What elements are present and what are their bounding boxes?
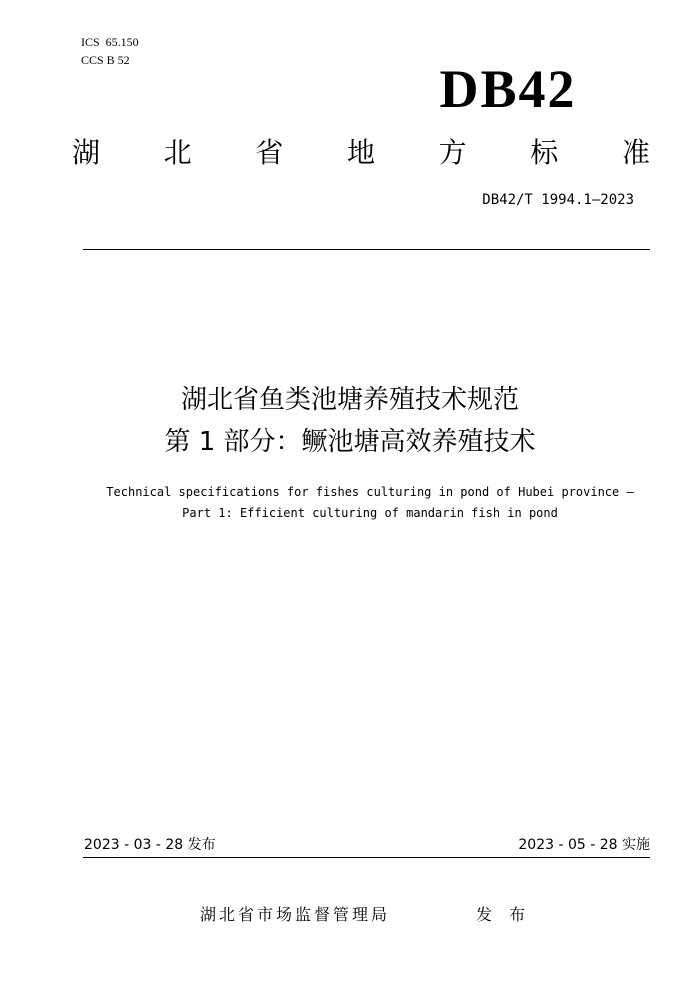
standard-type-char: 标 bbox=[530, 136, 559, 169]
title-cn-line-2: 第 1 部分：鳜池塘高效养殖技术 bbox=[164, 427, 536, 457]
issue-date: 2023 - 03 - 28 发布 bbox=[84, 837, 216, 853]
title-en-line-2: Part 1: Efficient culturing of mandarin fish in pond bbox=[182, 506, 558, 520]
standard-type-char: 湖 bbox=[72, 136, 101, 169]
standard-number: DB42/T 1994.1—2023 bbox=[482, 192, 634, 208]
standard-type-char: 省 bbox=[255, 136, 284, 169]
standard-type-char: 北 bbox=[163, 136, 192, 169]
ics-code: ICS 65.150 bbox=[81, 35, 139, 49]
standard-type-char: 地 bbox=[346, 136, 375, 169]
title-en-line-1: Technical specifications for fishes culturing in pond of Hubei province — bbox=[106, 485, 634, 499]
bottom-divider bbox=[83, 857, 650, 858]
publish-label: 发 布 bbox=[476, 905, 532, 924]
publisher-name: 湖北省市场监督管理局 bbox=[200, 905, 391, 924]
ccs-code: CCS B 52 bbox=[81, 53, 130, 67]
implementation-date: 2023 - 05 - 28 实施 bbox=[518, 837, 650, 853]
standard-type-char: 准 bbox=[621, 136, 650, 169]
standard-type-heading bbox=[72, 134, 650, 172]
standard-type-char: 方 bbox=[438, 136, 467, 169]
top-divider bbox=[83, 249, 650, 250]
title-cn-line-1: 湖北省鱼类池塘养殖技术规范 bbox=[180, 385, 519, 415]
standard-mark: DB42 bbox=[439, 59, 577, 119]
